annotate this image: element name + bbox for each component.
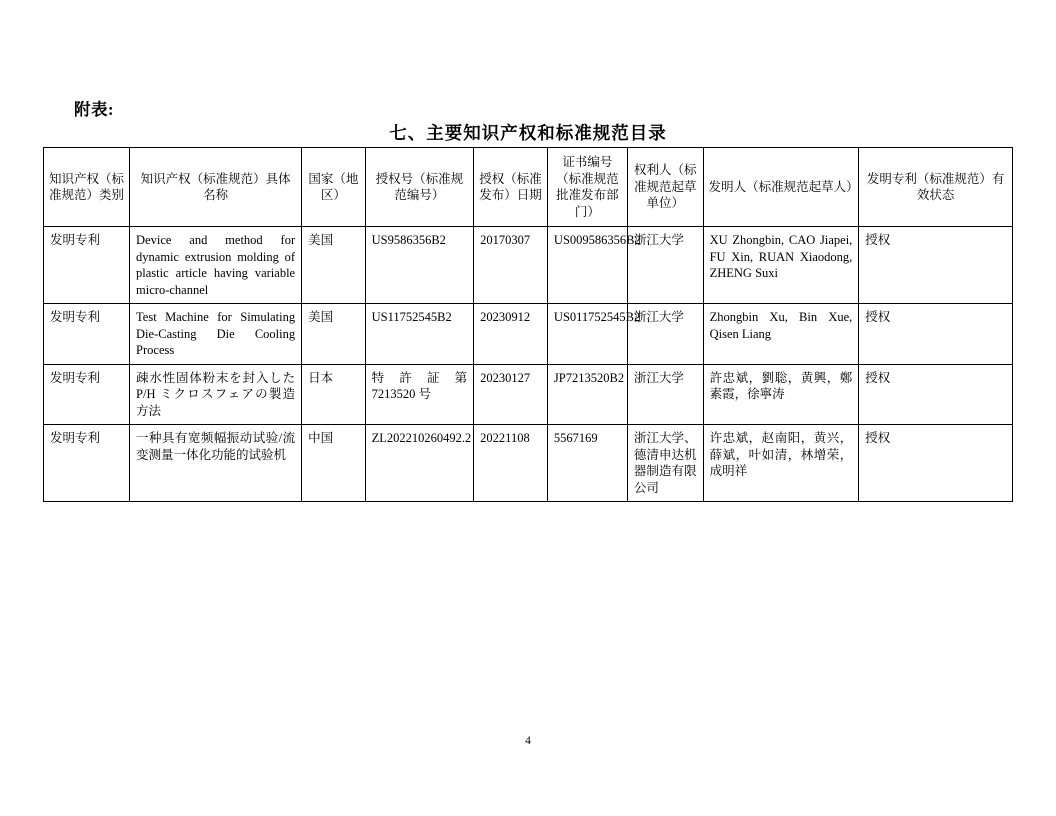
cell-authorization-number: US9586356B2 [365,227,474,304]
cell-owner: 浙江大学、德清申达机器制造有限公司 [627,425,703,502]
attachment-label: 附表: [74,100,114,119]
column-header-certificate-number: 证书编号（标准规范批准发布部门） [547,148,627,227]
cell-authorization-number: 特許証第 7213520 号 [365,364,474,425]
cell-date: 20170307 [474,227,548,304]
cell-type: 发明专利 [44,304,130,365]
cell-type: 发明专利 [44,364,130,425]
cell-owner: 浙江大学 [627,227,703,304]
cell-inventors: 许忠斌，赵南阳，黄兴，薛斌，叶如清，林增荣，成明祥 [703,425,859,502]
column-header-name: 知识产权（标准规范）具体名称 [130,148,302,227]
column-header-owner: 权利人（标准规范起草单位） [627,148,703,227]
table-row [44,304,1013,365]
cell-name: 疎水性固体粉末を封入した P/H ミクロスフェアの製造方法 [130,364,302,425]
cell-certificate-number: US009586356B2 [547,227,627,304]
cell-certificate-number: JP7213520B2 [547,364,627,425]
cell-owner: 浙江大学 [627,304,703,365]
cell-name: 一种具有宽频幅振动试验/流变测量一体化功能的试验机 [130,425,302,502]
cell-country: 中国 [302,425,366,502]
intellectual-property-table [43,147,1013,502]
cell-authorization-number: ZL202210260492.2 [365,425,474,502]
cell-name: Test Machine for Simulating Die-Casting Die Cooling Process [130,304,302,365]
cell-authorization-number: US11752545B2 [365,304,474,365]
table-row [44,364,1013,425]
table-row [44,425,1013,502]
cell-owner: 浙江大学 [627,364,703,425]
cell-name: Device and method for dynamic extrusion molding of plastic article having variable micro-channel [130,227,302,304]
cell-country: 美国 [302,304,366,365]
cell-certificate-number: 5567169 [547,425,627,502]
column-header-authorization-number: 授权号（标准规范编号） [365,148,474,227]
column-header-type: 知识产权（标准规范）类别 [44,148,130,227]
cell-status: 授权 [859,364,1013,425]
table-row [44,227,1013,304]
cell-date: 20230127 [474,364,548,425]
column-header-date: 授权（标准发布）日期 [474,148,548,227]
page-number: 4 [525,735,531,747]
cell-status: 授权 [859,425,1013,502]
cell-inventors: XU Zhongbin, CAO Jiapei, FU Xin, RUAN Xiaodong, ZHENG Suxi [703,227,859,304]
cell-status: 授权 [859,227,1013,304]
cell-country: 美国 [302,227,366,304]
cell-inventors: Zhongbin Xu, Bin Xue, Qisen Liang [703,304,859,365]
cell-inventors: 許忠斌，劉聡，黄興，鄭素霞，徐寧涛 [703,364,859,425]
cell-certificate-number: US011752545B2 [547,304,627,365]
column-header-status: 发明专利（标准规范）有效状态 [859,148,1013,227]
table-header-row [44,148,1013,227]
cell-type: 发明专利 [44,227,130,304]
cell-date: 20221108 [474,425,548,502]
cell-type: 发明专利 [44,425,130,502]
cell-country: 日本 [302,364,366,425]
cell-status: 授权 [859,304,1013,365]
column-header-inventors: 发明人（标准规范起草人） [703,148,859,227]
page-title: 七、主要知识产权和标准规范目录 [389,123,667,143]
column-header-country: 国家（地区） [302,148,366,227]
cell-date: 20230912 [474,304,548,365]
